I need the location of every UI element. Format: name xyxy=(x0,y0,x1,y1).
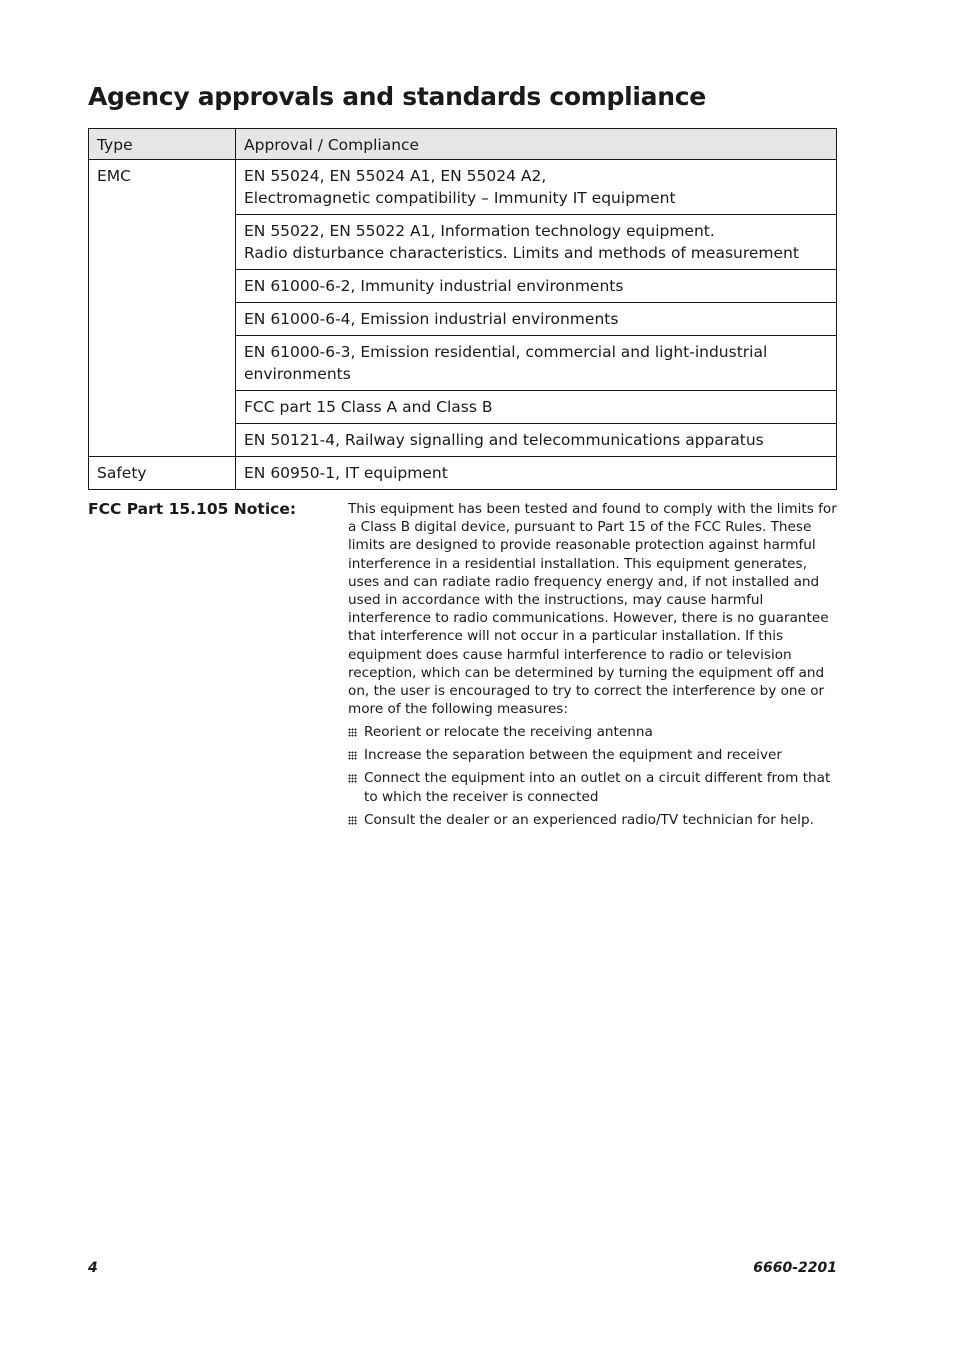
table-row xyxy=(89,457,837,490)
page-number: 4 xyxy=(88,1260,98,1276)
page-title: Agency approvals and standards compliance xyxy=(88,82,706,111)
list-item-text: Increase the separation between the equipment and receiver xyxy=(364,747,782,764)
approval-cell: EN 61000-6-3, Emission residential, commercial and light-industrial environments xyxy=(236,336,837,391)
bullet-icon xyxy=(348,816,357,825)
fcc-notice-paragraph: This equipment has been tested and found to comply with the limits for a Class B digital device, pursuant to Part 15 of the FCC Rules. These limits are designed to provide reasonable protection against harmful interference in a residential installation. This equipment generates, uses and can radiate radio frequency energy and, if not installed and used in accordance with the instructions, may cause harmful interference to radio communications. However, there is no guarantee that interference will not occur in a particular installation. If this equipment does cause harmful interference to radio or television reception, which can be determined by turning the equipment off and on, the user is encouraged to try to correct the interference by one or more of the following measures: xyxy=(348,501,837,718)
list-item xyxy=(348,769,838,805)
list-item xyxy=(348,811,838,829)
approval-cell: FCC part 15 Class A and Class B xyxy=(236,391,837,424)
list-item-text: Connect the equipment into an outlet on a circuit different from that to which the receiver is connected xyxy=(364,770,831,805)
column-header-approval: Approval / Compliance xyxy=(236,129,837,160)
approval-cell xyxy=(236,160,837,215)
fcc-measures-list xyxy=(348,723,838,828)
bullet-icon xyxy=(348,728,357,737)
approval-line: Electromagnetic compatibility – Immunity IT equipment xyxy=(244,189,676,207)
column-header-type: Type xyxy=(89,129,236,160)
approval-cell: EN 50121-4, Railway signalling and telecommunications apparatus xyxy=(236,424,837,457)
approval-line: EN 55022, EN 55022 A1, Information technology equipment. xyxy=(244,222,715,240)
approval-cell: EN 61000-6-4, Emission industrial environments xyxy=(236,303,837,336)
list-item-text: Consult the dealer or an experienced radio/TV technician for help. xyxy=(364,811,814,828)
bullet-icon xyxy=(348,751,357,760)
type-cell-emc: EMC xyxy=(89,160,236,457)
fcc-notice-body xyxy=(348,500,838,834)
bullet-icon xyxy=(348,774,357,783)
list-item xyxy=(348,746,838,764)
table-header-row xyxy=(89,129,837,160)
document-number: 6660-2201 xyxy=(753,1260,837,1276)
approval-cell xyxy=(236,215,837,270)
approval-cell: EN 61000-6-2, Immunity industrial environments xyxy=(236,270,837,303)
type-cell-safety: Safety xyxy=(89,457,236,490)
list-item-text: Reorient or relocate the receiving antenna xyxy=(364,724,653,741)
list-item xyxy=(348,723,838,741)
approval-cell: EN 60950-1, IT equipment xyxy=(236,457,837,490)
compliance-table xyxy=(88,128,837,490)
approval-line: EN 55024, EN 55024 A1, EN 55024 A2, xyxy=(244,167,547,185)
approval-line: Radio disturbance characteristics. Limits and methods of measurement xyxy=(244,244,799,262)
fcc-notice-label: FCC Part 15.105 Notice: xyxy=(88,500,297,518)
table-row xyxy=(89,160,837,215)
